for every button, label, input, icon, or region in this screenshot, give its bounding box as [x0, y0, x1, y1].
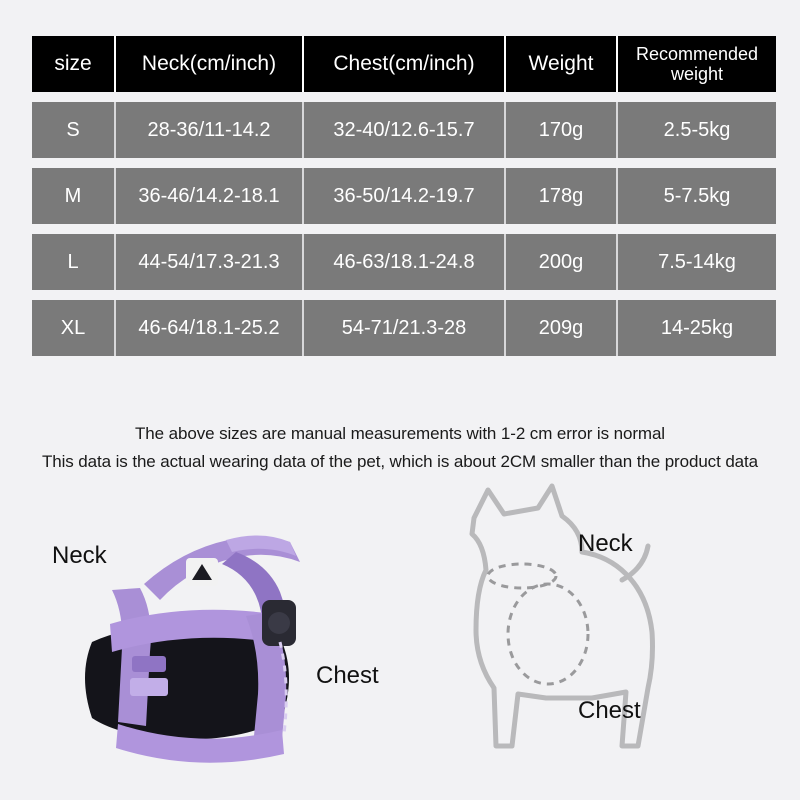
- cell-neck: 46-64/18.1-25.2: [114, 300, 302, 356]
- measurement-notes: [0, 420, 800, 476]
- table-row: [32, 300, 776, 356]
- table-row: [32, 234, 776, 290]
- table-body: [32, 102, 776, 356]
- cell-size: XL: [32, 300, 114, 356]
- cell-size: M: [32, 168, 114, 224]
- column-header-recommended-line2: weight: [670, 64, 724, 84]
- cell-recommended-weight: 7.5-14kg: [616, 234, 776, 290]
- label-chest-left: Chest: [316, 662, 379, 689]
- cell-chest: 46-63/18.1-24.8: [302, 234, 504, 290]
- cell-weight: 209g: [504, 300, 616, 356]
- cell-recommended-weight: 14-25kg: [616, 300, 776, 356]
- note-line-1: The above sizes are manual measurements with 1-2 cm error is normal: [135, 424, 665, 443]
- table-row: [32, 102, 776, 158]
- harness-product-illustration: [40, 492, 380, 792]
- harness-adjuster: [130, 678, 168, 696]
- cell-size: S: [32, 102, 114, 158]
- cell-neck: 36-46/14.2-18.1: [114, 168, 302, 224]
- cell-chest: 32-40/12.6-15.7: [302, 102, 504, 158]
- table-row: [32, 168, 776, 224]
- column-header-weight: Weight: [504, 36, 616, 92]
- chest-measure-loop: [508, 584, 588, 684]
- note-line-2: This data is the actual wearing data of the pet, which is about 2CM smaller than the product data: [41, 452, 759, 472]
- dog-outline-diagram: [430, 482, 710, 782]
- label-chest-right: Chest: [578, 697, 641, 724]
- column-header-neck: Neck(cm/inch): [114, 36, 302, 92]
- size-chart-table-wrapper: [32, 26, 768, 366]
- cell-recommended-weight: 2.5-5kg: [616, 102, 776, 158]
- harness-adjuster: [132, 656, 166, 672]
- table-header: [32, 36, 776, 92]
- cell-size: L: [32, 234, 114, 290]
- cell-chest: 54-71/21.3-28: [302, 300, 504, 356]
- harness-buckle-knob: [268, 612, 290, 634]
- cell-weight: 170g: [504, 102, 616, 158]
- cell-recommended-weight: 5-7.5kg: [616, 168, 776, 224]
- cell-neck: 44-54/17.3-21.3: [114, 234, 302, 290]
- cell-weight: 200g: [504, 234, 616, 290]
- cell-weight: 178g: [504, 168, 616, 224]
- column-header-size: size: [32, 36, 114, 92]
- cell-chest: 36-50/14.2-19.7: [302, 168, 504, 224]
- label-neck-right: Neck: [578, 530, 633, 557]
- table-header-row: [32, 36, 776, 92]
- size-chart-table: [32, 26, 776, 366]
- label-neck-left: Neck: [52, 542, 107, 569]
- illustration-area: [0, 482, 800, 800]
- cell-neck: 28-36/11-14.2: [114, 102, 302, 158]
- column-header-recommended-line1: Recommended: [635, 43, 759, 64]
- column-header-chest: Chest(cm/inch): [302, 36, 504, 92]
- column-header-recommended-weight: [616, 36, 776, 92]
